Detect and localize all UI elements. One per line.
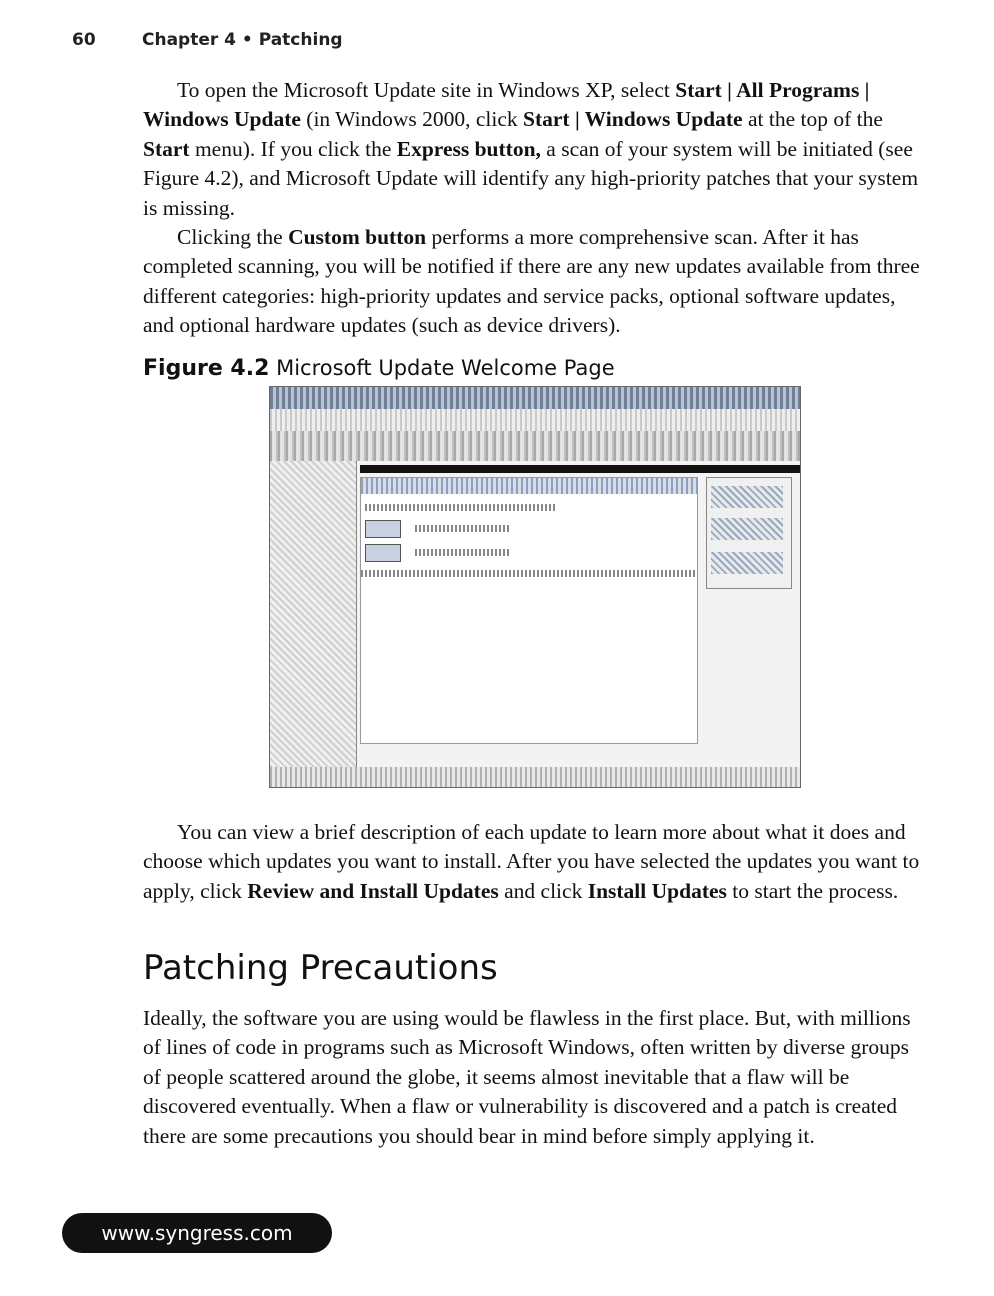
menu-path-xp: Start | All Programs | Windows Update bbox=[143, 78, 870, 132]
screenshot-sidebar bbox=[270, 461, 357, 767]
screenshot-titlebar bbox=[270, 387, 800, 409]
screenshot-panel-block bbox=[711, 486, 783, 508]
screenshot-panel-block bbox=[711, 552, 783, 574]
start-menu-term: Start bbox=[143, 136, 190, 161]
screenshot-custom-text bbox=[415, 549, 510, 556]
screenshot-content-pane bbox=[360, 477, 698, 744]
text-run: menu). If you click the bbox=[189, 136, 397, 161]
custom-button-term: Custom button bbox=[288, 225, 427, 250]
text-run: (in Windows 2000, click bbox=[300, 107, 523, 132]
precautions-paragraph-block bbox=[143, 1004, 923, 1151]
screenshot-express-button bbox=[365, 520, 401, 538]
paragraph-open-update bbox=[143, 76, 923, 223]
publisher-url: www.syngress.com bbox=[62, 1213, 332, 1253]
screenshot-toolbar bbox=[270, 431, 800, 461]
running-header bbox=[72, 30, 343, 50]
paragraph-review-install bbox=[143, 818, 923, 906]
review-paragraph-block bbox=[143, 818, 923, 906]
menu-path-2000: Start | Windows Update bbox=[523, 107, 743, 132]
text-run: You can view a brief description of each update to learn more about what it does and choose which updates you want to install. After you have selected the updates you want to apply, click bbox=[143, 820, 920, 903]
screenshot-panel-block bbox=[711, 518, 783, 540]
text-run: to start the process. bbox=[726, 878, 899, 903]
screenshot-divider bbox=[361, 570, 697, 577]
figure-title: Microsoft Update Welcome Page bbox=[276, 356, 615, 380]
page-number: 60 bbox=[72, 30, 96, 50]
install-updates-term: Install Updates bbox=[587, 878, 727, 903]
figure-caption bbox=[143, 356, 615, 381]
paragraph-custom-scan bbox=[143, 223, 923, 341]
screenshot-statusbar bbox=[270, 767, 800, 787]
intro-paragraphs bbox=[143, 76, 923, 341]
screenshot-right-panel bbox=[706, 477, 792, 589]
text-run: and click bbox=[498, 878, 588, 903]
paragraph-precautions: Ideally, the software you are using would be flawless in the first place. But, with millions of lines of code in programs such as Microsoft Windows, often written by diverse groups of people scattered around the globe, it seems almost inevitable that a flaw will be discovered eventually. When a flaw or vulnerability is discovered and a patch is created there are some precautions you should bear in mind before simply applying it. bbox=[143, 1006, 911, 1148]
screenshot-content-header bbox=[361, 478, 697, 494]
section-heading: Patching Precautions bbox=[143, 948, 498, 988]
screenshot-welcome-line bbox=[365, 504, 555, 511]
screenshot-menubar bbox=[270, 409, 800, 431]
text-run: at the top of the bbox=[742, 107, 883, 132]
text-run: a scan of your system will be initiated (see Figure 4.2), and Microsoft Update will identify any high-priority patches that your system is missing. bbox=[143, 136, 919, 220]
chapter-title: Chapter 4 • Patching bbox=[142, 30, 343, 50]
text-run: performs a more comprehensive scan. After it has completed scanning, you will be notified if there are any new updates available from three different categories: high-priority updates and service packs, optional software updates, and optional hardware updates (such as device drivers). bbox=[143, 225, 920, 338]
screenshot-custom-button bbox=[365, 544, 401, 562]
microsoft-update-screenshot bbox=[269, 386, 801, 788]
review-install-term: Review and Install Updates bbox=[247, 878, 499, 903]
screenshot-express-text bbox=[415, 525, 510, 532]
express-button-term: Express button, bbox=[396, 136, 541, 161]
text-run: Clicking the bbox=[177, 225, 289, 250]
screenshot-banner bbox=[360, 465, 800, 473]
figure-number: Figure 4.2 bbox=[143, 356, 270, 381]
text-run: To open the Microsoft Update site in Windows XP, select bbox=[177, 78, 676, 102]
